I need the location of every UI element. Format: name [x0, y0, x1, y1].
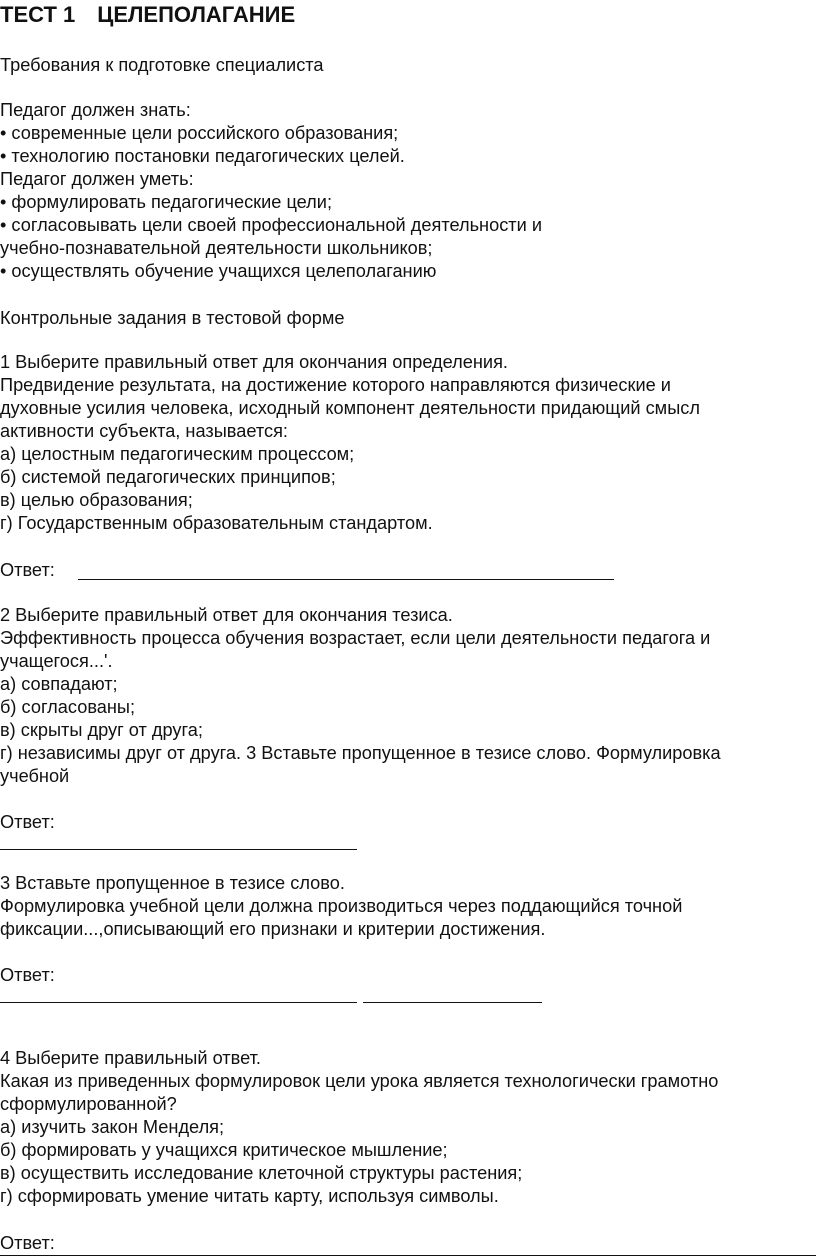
requirements-heading: Требования к подготовке специалиста [0, 55, 324, 75]
answer-option: б) системой педагогических принципов; [0, 467, 336, 487]
answer-line[interactable] [0, 849, 357, 850]
answer-option: г) независимы друг от друга. 3 Вставьте пропущенное в тезисе слово. Формулировка [0, 743, 721, 763]
answer-option: б) согласованы; [0, 697, 136, 717]
page-title [0, 2, 295, 28]
answer-label: Ответ: [0, 812, 55, 832]
answer-option: а) целостным педагогическим процессом; [0, 444, 355, 464]
question-text: учащегося...'. [0, 651, 113, 671]
answer-option: в) скрыты друг от друга; [0, 720, 203, 740]
know-item: • современные цели российского образования; [0, 123, 399, 143]
test-topic: ЦЕЛЕПОЛАГАНИЕ [97, 2, 296, 27]
answer-line[interactable] [0, 1255, 816, 1256]
know-item: • технологию постановки педагогических целей. [0, 146, 405, 166]
answer-label: Ответ: [0, 1233, 55, 1253]
tasks-heading: Контрольные задания в тестовой форме [0, 308, 345, 328]
answer-option: б) формировать у учащихся критическое мышление; [0, 1140, 448, 1160]
answer-option: а) изучить закон Менделя; [0, 1117, 225, 1137]
question-text: активности субъекта, называется: [0, 421, 288, 441]
answer-option: в) осуществить исследование клеточной структуры растения; [0, 1163, 523, 1183]
answer-option: г) сформировать умение читать карту, используя символы. [0, 1186, 499, 1206]
question-text: сформулированной? [0, 1094, 177, 1114]
question-text: учебной [0, 766, 70, 786]
question-text: Эффективность процесса обучения возрастает, если цели деятельности педагога и [0, 628, 711, 648]
answer-label: Ответ: [0, 965, 55, 985]
can-item: • согласовывать цели своей профессиональной деятельности и [0, 215, 543, 235]
can-item: • формулировать педагогические цели; [0, 192, 333, 212]
can-item: • осуществлять обучение учащихся целеполаганию [0, 261, 437, 281]
answer-option: г) Государственным образовательным стандартом. [0, 513, 433, 533]
test-number: ТЕСТ 1 [0, 2, 76, 27]
can-item: учебно-познавательной деятельности школьников; [0, 238, 433, 258]
know-heading: Педагог должен знать: [0, 100, 191, 120]
question-prompt: 4 Выберите правильный ответ. [0, 1048, 261, 1068]
answer-line[interactable] [78, 579, 614, 580]
question-prompt: 2 Выберите правильный ответ для окончания тезиса. [0, 605, 453, 625]
question-text: Формулировка учебной цели должна производиться через поддающийся точной [0, 896, 683, 916]
question-text: духовные усилия человека, исходный компонент деятельности придающий смысл [0, 398, 700, 418]
question-text: фиксации...,описывающий его признаки и критерии достижения. [0, 919, 546, 939]
answer-option: а) совпадают; [0, 674, 118, 694]
question-text: Какая из приведенных формулировок цели урока является технологически грамотно [0, 1071, 719, 1091]
answer-line[interactable] [363, 1002, 542, 1003]
question-prompt: 3 Вставьте пропущенное в тезисе слово. [0, 873, 345, 893]
question-text: Предвидение результата, на достижение которого направляются физические и [0, 375, 671, 395]
answer-option: в) целью образования; [0, 490, 193, 510]
answer-line[interactable] [0, 1002, 357, 1003]
answer-label: Ответ: [0, 560, 55, 580]
can-heading: Педагог должен уметь: [0, 169, 194, 189]
question-prompt: 1 Выберите правильный ответ для окончания определения. [0, 352, 508, 372]
